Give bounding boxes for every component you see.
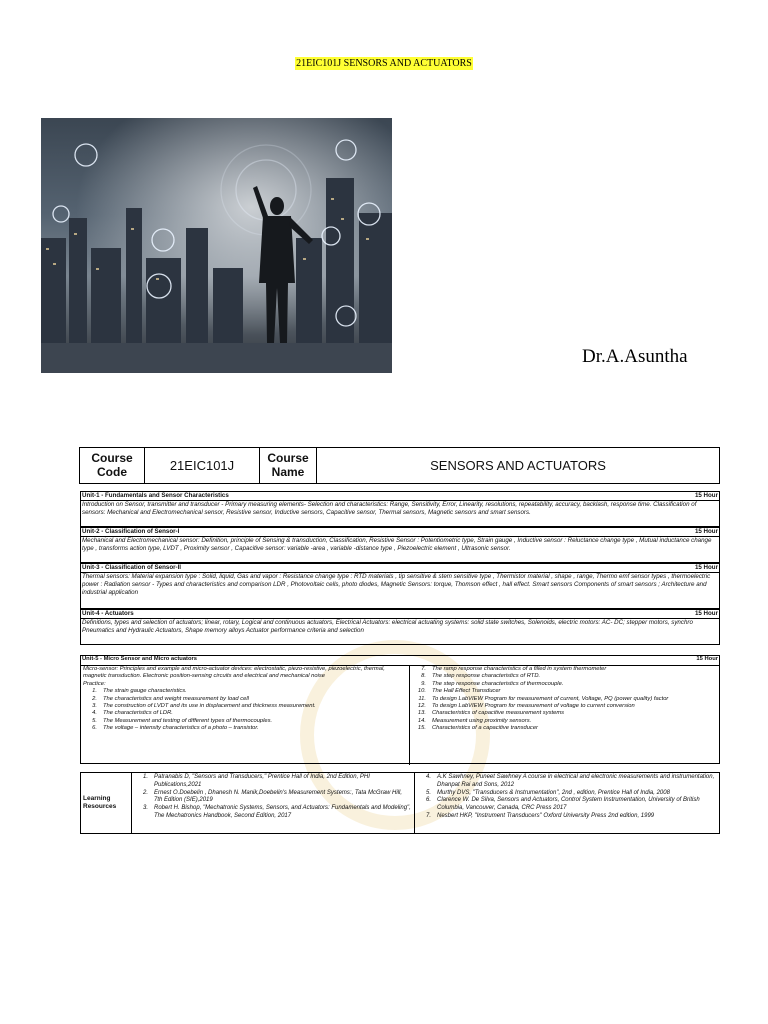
unit-4-body: Definitions, types and selection of actuators; linear, rotary, Logical and continuous actuators, Electrical Actuators: electrical actuating systems: solid state switches, Solenoids, electric motors: AC- DC; stepper motors, synchro Pneumatics and Hydraulic Actuators, Shape memory alloys Actuator performance criteria and selection <box>82 619 693 635</box>
item-text: A.K Sawhney, Puneet Sawhney A course in electrical and electronic measurements and instrumentation, Dhanpat Rai and Sons, 2012 <box>437 774 715 788</box>
unit-1-header <box>81 492 719 501</box>
item-text: Robert H. Bishop, "Mechatronic Systems, Sensors, and Actuators: Fundamentals and Modeling", The Mechatronics Handbook, Second Edition, 2017 <box>154 805 411 819</box>
item-number: 6. <box>425 797 431 804</box>
item-text: Measurement using proximity sensors. <box>431 717 532 724</box>
item-number: 4. <box>92 710 97 717</box>
list-item <box>417 790 717 798</box>
item-text: The Measurement and testing of different types of thermocouples. <box>103 717 273 724</box>
course-code-label: Course Code <box>80 448 145 483</box>
item-number: 1. <box>92 688 97 695</box>
list-item <box>83 718 407 725</box>
item-number: 8. <box>421 673 426 680</box>
unit-3-block <box>80 563 720 609</box>
list-item <box>412 696 717 703</box>
item-number: 1. <box>142 774 148 780</box>
course-name: SENSORS AND ACTUATORS <box>430 458 606 473</box>
unit-4-header <box>81 610 719 619</box>
item-text: Characteristics of a capacitive transducer <box>431 725 538 732</box>
unit-2-body: Mechanical and Electromechanical sensor: Definition, principle of Sensing & transduction, Classification, Resistive Sensor : Potentiometric type, Strain gauge , Inductive sensor : Reluctance change type , Mutual inductance change type , transforms action type, LVDT , Proximity sensor , Capacitive sensor: variable -area , variable -distance type , Piezoelectric element , Ultrasonic sensor. <box>82 537 712 553</box>
document-title <box>0 58 768 69</box>
item-text: The voltage – intensity characteristics of a photo – transistor. <box>103 725 259 732</box>
course-header-table <box>79 447 720 484</box>
list-item <box>83 688 407 695</box>
unit-4-block <box>80 609 720 645</box>
item-text: Patranabis D, "Sensors and Transducers," Prentice Hall of India, 2nd Edition, PHI Publications,2021 <box>154 774 370 788</box>
unit-2-header <box>81 528 719 537</box>
item-text: Nesbert HKP, "Instrument Transducers" Oxford University Press 2nd edition, 1999 <box>437 812 655 819</box>
list-item <box>412 681 717 688</box>
unit-4-title: Unit-4 - Actuators <box>82 610 134 617</box>
item-text: The characteristics of LDR. <box>103 710 173 717</box>
author-name: Dr.A.Asuntha <box>582 346 688 367</box>
item-number: 5. <box>425 789 431 796</box>
unit-5-hours: 15 Hour <box>696 656 718 662</box>
item-text: Characteristics of capacitive measurement systems <box>431 710 565 717</box>
course-name-label: Course Name <box>260 448 317 483</box>
practice-list-right <box>410 666 719 765</box>
item-number: 14. <box>417 717 426 724</box>
item-text: The ramp response characteristics of a filled in system thermometer <box>431 666 607 672</box>
list-item <box>412 703 717 710</box>
unit-5-block <box>80 655 720 764</box>
references-left <box>132 773 415 833</box>
unit-3-title: Unit-3 - Classification of Sensor-II <box>82 564 182 571</box>
item-number: 9. <box>421 680 426 687</box>
practice-label: Practice: <box>83 680 106 687</box>
list-item <box>134 774 412 790</box>
unit-1-block <box>80 491 720 527</box>
item-number: 15. <box>417 725 426 732</box>
item-text: Murthy DVS, "Transducers & Instrumentation", 2nd , edition, Prentice Hall of India, 2008 <box>437 789 670 796</box>
list-item <box>412 688 717 695</box>
unit-2-block <box>80 527 720 563</box>
item-text: The strain gauge characteristics. <box>103 688 187 695</box>
learning-resources-label: Learning Resources <box>81 773 132 833</box>
list-item <box>134 805 412 821</box>
item-number: 2. <box>142 789 148 796</box>
item-number: 6. <box>92 725 97 732</box>
unit-3-header <box>81 564 719 573</box>
unit-2-title: Unit-2 - Classification of Sensor-I <box>82 528 180 535</box>
unit-2-hours: 15 Hour <box>694 528 718 535</box>
unit-3-body: Thermal sensors: Material expansion type : Solid, liquid, Gas and vapor : Resistance change type : RTD materials , tip sensitive & stem sensitive type , Thermistor material , shape , range, Thermo emf sensor types , thermoelectric power : Radiation sensor - Types and characteristics and comparison LDR , Photovoltaic cells, photo diodes, Magnetic Sensors: torque, Thomson effect , hall effect. Smart sensors Components of smart sensors ; Architecture and industrial application <box>82 573 711 597</box>
course-code: 21EIC101J <box>145 448 260 483</box>
unit-5-intro: Micro-sensor: Principles and example and micro-actuator devices: electrostatic, piezo-resistive, piezoelectric, thermal, magnetic transduction. Electronic position-sensing circuits and electrical and mechanical noise <box>83 666 385 680</box>
list-item <box>412 725 717 732</box>
item-number: 5. <box>92 717 97 724</box>
item-number: 10. <box>417 688 426 695</box>
unit-1-title: Unit-1 - Fundamentals and Sensor Characteristics <box>82 492 229 499</box>
item-number: 13. <box>417 710 426 717</box>
unit-1-hours: 15 Hour <box>694 492 718 499</box>
list-item <box>412 666 717 673</box>
list-item <box>134 790 412 806</box>
item-number: 11. <box>418 695 426 702</box>
list-item <box>83 725 407 732</box>
item-text: The step response characteristics of thermocouple. <box>431 680 564 687</box>
list-item <box>83 696 407 703</box>
city-sensors-illustration <box>41 118 392 373</box>
item-text: The Hall Effect Transducer <box>431 688 501 695</box>
list-item <box>417 797 717 813</box>
item-text: The construction of LVDT and its use in displacement and thickness measurement. <box>103 703 316 710</box>
item-text: Clarence W. De Silva, Sensors and Actuators, Control System Instrumentation, University of British Columbia, Vancouver, Canada, CRC Press 2017 <box>437 797 700 812</box>
learning-resources-table <box>80 772 720 834</box>
item-text: Ernest O.Doebelin , Dhanesh N. Manik,Doebelin's Measurement Systems:, Tata McGraw Hill, 7th Edition (SIE),2019 <box>154 789 403 804</box>
unit-5-title: Unit-5 - Micro Sensor and Micro actuators <box>82 656 197 662</box>
item-number: 3. <box>142 805 148 812</box>
item-number: 2. <box>92 695 97 702</box>
list-item <box>412 718 717 725</box>
hero-image <box>41 118 392 373</box>
item-number: 4. <box>425 774 431 780</box>
list-item <box>412 673 717 680</box>
references-right <box>415 773 719 833</box>
list-item <box>83 703 407 710</box>
unit-3-hours: 15 Hour <box>694 564 718 571</box>
document-title-text: 21EIC101J SENSORS AND ACTUATORS <box>296 58 472 69</box>
item-text: To design LabVIEW Program for measurement of current, Voltage, PQ (power quality) factor <box>431 695 669 702</box>
list-item <box>417 813 717 821</box>
item-text: The characteristics and weight measurement by load cell <box>103 695 249 702</box>
item-number: 7. <box>421 666 426 672</box>
item-text: To design LabVIEW Program for measurement of voltage to current conversion <box>431 703 635 710</box>
item-number: 3. <box>92 703 97 710</box>
unit-4-hours: 15 Hour <box>694 610 718 617</box>
practice-list-left <box>83 688 407 732</box>
item-number: 7. <box>425 812 431 819</box>
list-item <box>417 774 717 790</box>
unit-5-left-column <box>81 666 410 765</box>
unit-5-header <box>81 656 719 666</box>
list-item <box>83 710 407 717</box>
unit-1-body: Introduction on Sensor, transmitter and transducer - Primary measuring elements- Selection and characteristics: Range, Sensitivity, Error, Linearity, resolutions, repeatability, accuracy, backlash, response time. Classification of sensors: Mechanical and Electromechanical sensor, Resistive sensor, Inductive sensors, Capacitive sensor, Thermal sensors, Magnetic sensors and smart sensors. <box>82 501 697 517</box>
item-text: The step response characteristics of RTD. <box>431 673 541 680</box>
item-number: 12. <box>417 703 426 710</box>
list-item <box>412 710 717 717</box>
